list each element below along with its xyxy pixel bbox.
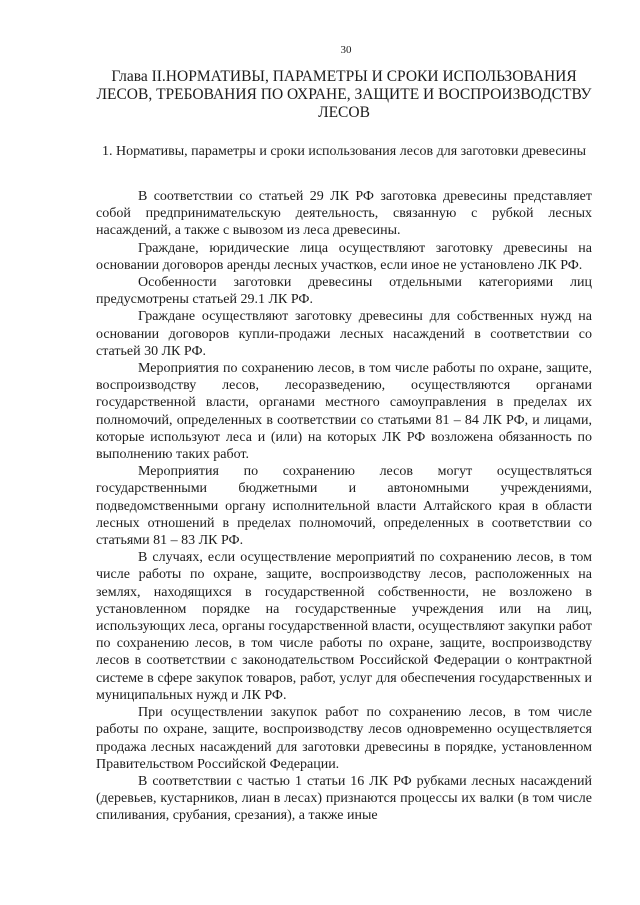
paragraph: Мероприятия по сохранению лесов, в том числе работы по охране, защите, воспроизводству лесов, лесоразведению, осуществляются органами государственной власти, органами местного самоуправления в пределах их полномочий, определенных в соответствии со статьями 81 – 84 ЛК РФ, и лицами, которые используют леса и (или) на которых ЛК РФ возложена обязанность по выполнению таких работ. xyxy=(96,361,592,463)
chapter-title: Глава II.НОРМАТИВЫ, ПАРАМЕТРЫ И СРОКИ ИСПОЛЬЗОВАНИЯ ЛЕСОВ, ТРЕБОВАНИЯ ПО ОХРАНЕ, ЗАЩИТЕ И ВОСПРОИЗВОДСТВУ ЛЕСОВ xyxy=(96,68,592,121)
paragraph: При осуществлении закупок работ по сохранению лесов, в том числе работы по охране, защите, воспроизводству лесов одновременно осуществляется продажа лесных насаждений для заготовки древесины в порядке, установленном Правительством Российской Федерации. xyxy=(96,705,592,772)
paragraph: В случаях, если осуществление мероприятий по сохранению лесов, в том числе работы по охране, защите, воспроизводству лесов, расположенных на землях, находящихся в государственной собственности, не возложено в установленном порядке на государственные учреждения или на лиц, использующих леса, органы государственной власти, осуществляют закупки работ по сохранению лесов, в том числе работы по охране, защите, воспроизводству лесов в соответствии с законодательством Российской Федерации о контрактной системе в сфере закупок товаров, работ, услуг для обеспечения государственных и муниципальных нужд и ЛК РФ. xyxy=(96,550,592,703)
section-title: 1. Нормативы, параметры и сроки использования лесов для заготовки древесины xyxy=(102,144,586,159)
paragraph: В соответствии с частью 1 статьи 16 ЛК РФ рубками лесных насаждений (деревьев, кустарников, лиан в лесах) признаются процессы их валки (в том числе спиливания, срубания, срезания), а также иные xyxy=(96,773,592,824)
paragraph: Граждане, юридические лица осуществляют заготовку древесины на основании договоров аренды лесных участков, если иное не установлено ЛК РФ. xyxy=(96,240,592,273)
body-text xyxy=(96,188,592,825)
page-number: 30 xyxy=(340,44,352,56)
paragraph: Особенности заготовки древесины отдельными категориями лиц предусмотрены статьей 29.1 ЛК РФ. xyxy=(96,275,592,308)
paragraph: В соответствии со статьей 29 ЛК РФ заготовка древесины представляет собой предпринимательскую деятельность, связанную с рубкой лесных насаждений, а также с вывозом из леса древесины. xyxy=(96,189,592,239)
paragraph: Граждане осуществляют заготовку древесины для собственных нужд на основании договоров купли-продажи лесных насаждений в соответствии со статьей 30 ЛК РФ. xyxy=(96,309,592,359)
paragraph: Мероприятия по сохранению лесов могут осуществляться государственными бюджетными и автономными учреждениями, подведомственными органу исполнительной власти Алтайского края в области лесных отношений в пределах полномочий, определенных в соответствии со статьями 81 – 83 ЛК РФ. xyxy=(96,464,592,549)
